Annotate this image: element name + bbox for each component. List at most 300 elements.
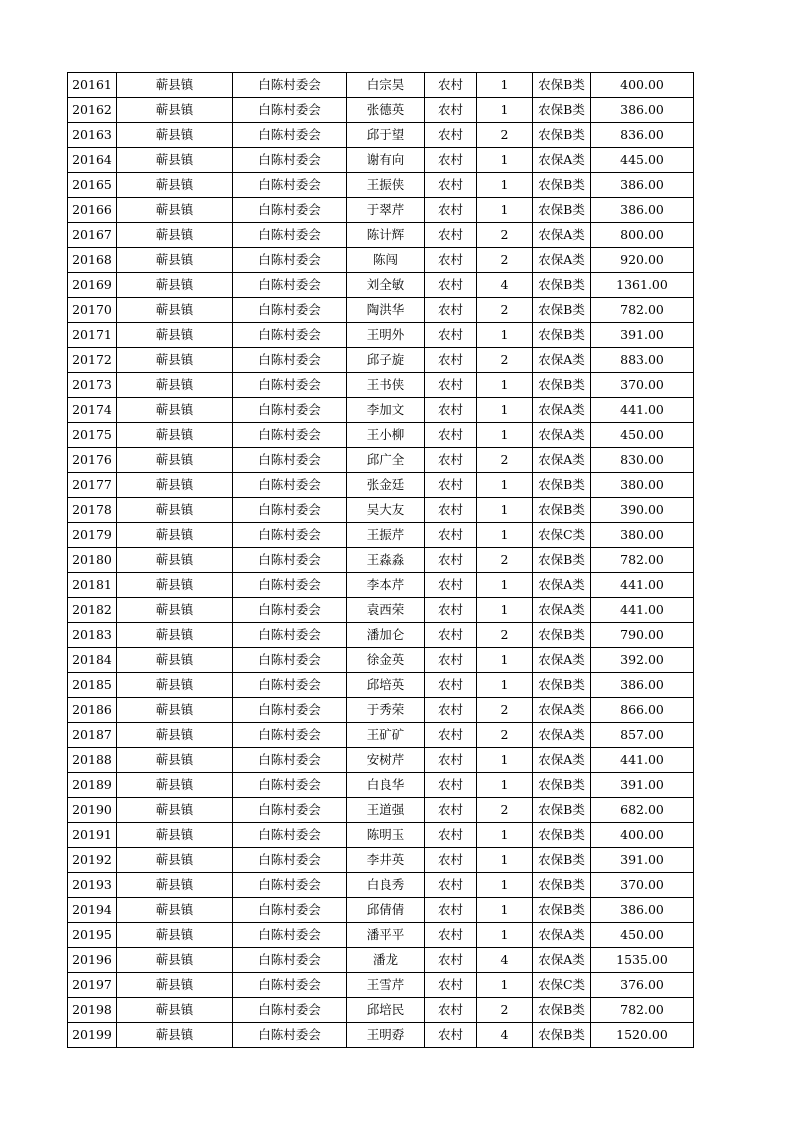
record-number-cell: 20169 bbox=[68, 273, 117, 298]
household-type-cell: 农村 bbox=[425, 673, 477, 698]
household-size-cell: 1 bbox=[477, 398, 533, 423]
town-name-cell: 蕲县镇 bbox=[117, 673, 233, 698]
household-type-cell: 农村 bbox=[425, 848, 477, 873]
subsidy-amount-cell: 400.00 bbox=[591, 73, 694, 98]
table-row bbox=[68, 198, 694, 223]
village-committee-cell: 白陈村委会 bbox=[233, 573, 347, 598]
town-name-cell: 蕲县镇 bbox=[117, 598, 233, 623]
village-committee-cell: 白陈村委会 bbox=[233, 148, 347, 173]
household-type-cell: 农村 bbox=[425, 273, 477, 298]
household-size-cell: 4 bbox=[477, 273, 533, 298]
insurance-category-cell: 农保B类 bbox=[533, 298, 591, 323]
insurance-category-cell: 农保B类 bbox=[533, 548, 591, 573]
household-type-cell: 农村 bbox=[425, 523, 477, 548]
subsidy-amount-cell: 386.00 bbox=[591, 898, 694, 923]
village-committee-cell: 白陈村委会 bbox=[233, 598, 347, 623]
person-name-cell: 邱培民 bbox=[347, 998, 425, 1023]
table-row bbox=[68, 523, 694, 548]
person-name-cell: 潘平平 bbox=[347, 923, 425, 948]
village-committee-cell: 白陈村委会 bbox=[233, 748, 347, 773]
village-committee-cell: 白陈村委会 bbox=[233, 873, 347, 898]
table-row bbox=[68, 73, 694, 98]
insurance-category-cell: 农保B类 bbox=[533, 473, 591, 498]
subsidy-amount-cell: 445.00 bbox=[591, 148, 694, 173]
subsidy-amount-cell: 386.00 bbox=[591, 98, 694, 123]
village-committee-cell: 白陈村委会 bbox=[233, 648, 347, 673]
household-type-cell: 农村 bbox=[425, 948, 477, 973]
subsidy-amount-cell: 441.00 bbox=[591, 748, 694, 773]
village-committee-cell: 白陈村委会 bbox=[233, 698, 347, 723]
subsidy-amount-cell: 1361.00 bbox=[591, 273, 694, 298]
village-committee-cell: 白陈村委会 bbox=[233, 173, 347, 198]
town-name-cell: 蕲县镇 bbox=[117, 1023, 233, 1048]
town-name-cell: 蕲县镇 bbox=[117, 423, 233, 448]
person-name-cell: 邱广全 bbox=[347, 448, 425, 473]
village-committee-cell: 白陈村委会 bbox=[233, 523, 347, 548]
household-type-cell: 农村 bbox=[425, 648, 477, 673]
household-type-cell: 农村 bbox=[425, 248, 477, 273]
record-number-cell: 20165 bbox=[68, 173, 117, 198]
insurance-category-cell: 农保B类 bbox=[533, 998, 591, 1023]
village-committee-cell: 白陈村委会 bbox=[233, 473, 347, 498]
record-number-cell: 20192 bbox=[68, 848, 117, 873]
table-row bbox=[68, 223, 694, 248]
insurance-category-cell: 农保B类 bbox=[533, 873, 591, 898]
person-name-cell: 陶洪华 bbox=[347, 298, 425, 323]
person-name-cell: 吴大友 bbox=[347, 498, 425, 523]
record-number-cell: 20198 bbox=[68, 998, 117, 1023]
village-committee-cell: 白陈村委会 bbox=[233, 373, 347, 398]
household-size-cell: 2 bbox=[477, 698, 533, 723]
record-number-cell: 20194 bbox=[68, 898, 117, 923]
village-committee-cell: 白陈村委会 bbox=[233, 198, 347, 223]
record-number-cell: 20195 bbox=[68, 923, 117, 948]
insurance-category-cell: 农保A类 bbox=[533, 573, 591, 598]
household-size-cell: 1 bbox=[477, 898, 533, 923]
table-row bbox=[68, 573, 694, 598]
insurance-category-cell: 农保B类 bbox=[533, 323, 591, 348]
subsidy-amount-cell: 441.00 bbox=[591, 598, 694, 623]
table-row bbox=[68, 398, 694, 423]
record-number-cell: 20193 bbox=[68, 873, 117, 898]
household-size-cell: 2 bbox=[477, 723, 533, 748]
person-name-cell: 于翠芹 bbox=[347, 198, 425, 223]
town-name-cell: 蕲县镇 bbox=[117, 473, 233, 498]
household-type-cell: 农村 bbox=[425, 548, 477, 573]
village-committee-cell: 白陈村委会 bbox=[233, 723, 347, 748]
household-size-cell: 1 bbox=[477, 823, 533, 848]
insurance-category-cell: 农保B类 bbox=[533, 623, 591, 648]
household-type-cell: 农村 bbox=[425, 748, 477, 773]
beneficiary-table bbox=[67, 72, 694, 1048]
household-type-cell: 农村 bbox=[425, 323, 477, 348]
subsidy-amount-cell: 883.00 bbox=[591, 348, 694, 373]
record-number-cell: 20187 bbox=[68, 723, 117, 748]
town-name-cell: 蕲县镇 bbox=[117, 823, 233, 848]
table-row bbox=[68, 598, 694, 623]
household-size-cell: 1 bbox=[477, 748, 533, 773]
person-name-cell: 白良秀 bbox=[347, 873, 425, 898]
household-type-cell: 农村 bbox=[425, 448, 477, 473]
town-name-cell: 蕲县镇 bbox=[117, 98, 233, 123]
household-size-cell: 1 bbox=[477, 73, 533, 98]
record-number-cell: 20163 bbox=[68, 123, 117, 148]
town-name-cell: 蕲县镇 bbox=[117, 748, 233, 773]
insurance-category-cell: 农保C类 bbox=[533, 973, 591, 998]
village-committee-cell: 白陈村委会 bbox=[233, 348, 347, 373]
household-size-cell: 1 bbox=[477, 973, 533, 998]
insurance-category-cell: 农保A类 bbox=[533, 448, 591, 473]
household-size-cell: 1 bbox=[477, 423, 533, 448]
subsidy-amount-cell: 782.00 bbox=[591, 548, 694, 573]
person-name-cell: 张金廷 bbox=[347, 473, 425, 498]
household-size-cell: 1 bbox=[477, 498, 533, 523]
household-type-cell: 农村 bbox=[425, 998, 477, 1023]
person-name-cell: 王明外 bbox=[347, 323, 425, 348]
subsidy-amount-cell: 782.00 bbox=[591, 298, 694, 323]
person-name-cell: 张德英 bbox=[347, 98, 425, 123]
record-number-cell: 20175 bbox=[68, 423, 117, 448]
insurance-category-cell: 农保A类 bbox=[533, 748, 591, 773]
town-name-cell: 蕲县镇 bbox=[117, 923, 233, 948]
person-name-cell: 刘全敏 bbox=[347, 273, 425, 298]
insurance-category-cell: 农保A类 bbox=[533, 348, 591, 373]
table-row bbox=[68, 173, 694, 198]
household-type-cell: 农村 bbox=[425, 348, 477, 373]
subsidy-amount-cell: 790.00 bbox=[591, 623, 694, 648]
insurance-category-cell: 农保B类 bbox=[533, 173, 591, 198]
subsidy-amount-cell: 390.00 bbox=[591, 498, 694, 523]
household-type-cell: 农村 bbox=[425, 473, 477, 498]
village-committee-cell: 白陈村委会 bbox=[233, 398, 347, 423]
village-committee-cell: 白陈村委会 bbox=[233, 1023, 347, 1048]
record-number-cell: 20186 bbox=[68, 698, 117, 723]
household-size-cell: 2 bbox=[477, 123, 533, 148]
person-name-cell: 白良华 bbox=[347, 773, 425, 798]
table-body bbox=[68, 73, 694, 1048]
village-committee-cell: 白陈村委会 bbox=[233, 298, 347, 323]
household-size-cell: 1 bbox=[477, 673, 533, 698]
person-name-cell: 袁西荣 bbox=[347, 598, 425, 623]
insurance-category-cell: 农保A类 bbox=[533, 598, 591, 623]
household-size-cell: 1 bbox=[477, 523, 533, 548]
household-size-cell: 2 bbox=[477, 223, 533, 248]
town-name-cell: 蕲县镇 bbox=[117, 323, 233, 348]
insurance-category-cell: 农保A类 bbox=[533, 223, 591, 248]
town-name-cell: 蕲县镇 bbox=[117, 773, 233, 798]
person-name-cell: 潘龙 bbox=[347, 948, 425, 973]
household-type-cell: 农村 bbox=[425, 1023, 477, 1048]
table-row bbox=[68, 698, 694, 723]
subsidy-amount-cell: 830.00 bbox=[591, 448, 694, 473]
record-number-cell: 20173 bbox=[68, 373, 117, 398]
table-row bbox=[68, 248, 694, 273]
household-size-cell: 4 bbox=[477, 948, 533, 973]
household-type-cell: 农村 bbox=[425, 73, 477, 98]
household-type-cell: 农村 bbox=[425, 198, 477, 223]
household-size-cell: 1 bbox=[477, 173, 533, 198]
record-number-cell: 20172 bbox=[68, 348, 117, 373]
record-number-cell: 20196 bbox=[68, 948, 117, 973]
record-number-cell: 20161 bbox=[68, 73, 117, 98]
household-size-cell: 2 bbox=[477, 798, 533, 823]
town-name-cell: 蕲县镇 bbox=[117, 248, 233, 273]
table-row bbox=[68, 323, 694, 348]
household-size-cell: 1 bbox=[477, 923, 533, 948]
table-row bbox=[68, 823, 694, 848]
insurance-category-cell: 农保A类 bbox=[533, 423, 591, 448]
table-row bbox=[68, 1023, 694, 1048]
town-name-cell: 蕲县镇 bbox=[117, 448, 233, 473]
town-name-cell: 蕲县镇 bbox=[117, 573, 233, 598]
record-number-cell: 20178 bbox=[68, 498, 117, 523]
table-row bbox=[68, 998, 694, 1023]
person-name-cell: 李本芹 bbox=[347, 573, 425, 598]
record-number-cell: 20190 bbox=[68, 798, 117, 823]
village-committee-cell: 白陈村委会 bbox=[233, 73, 347, 98]
record-number-cell: 20170 bbox=[68, 298, 117, 323]
household-type-cell: 农村 bbox=[425, 798, 477, 823]
village-committee-cell: 白陈村委会 bbox=[233, 973, 347, 998]
household-type-cell: 农村 bbox=[425, 698, 477, 723]
table-row bbox=[68, 748, 694, 773]
subsidy-amount-cell: 391.00 bbox=[591, 323, 694, 348]
village-committee-cell: 白陈村委会 bbox=[233, 548, 347, 573]
village-committee-cell: 白陈村委会 bbox=[233, 123, 347, 148]
household-type-cell: 农村 bbox=[425, 398, 477, 423]
household-type-cell: 农村 bbox=[425, 923, 477, 948]
subsidy-amount-cell: 380.00 bbox=[591, 473, 694, 498]
subsidy-amount-cell: 370.00 bbox=[591, 873, 694, 898]
household-type-cell: 农村 bbox=[425, 148, 477, 173]
person-name-cell: 于秀荣 bbox=[347, 698, 425, 723]
household-size-cell: 1 bbox=[477, 473, 533, 498]
village-committee-cell: 白陈村委会 bbox=[233, 448, 347, 473]
town-name-cell: 蕲县镇 bbox=[117, 198, 233, 223]
insurance-category-cell: 农保B类 bbox=[533, 1023, 591, 1048]
insurance-category-cell: 农保B类 bbox=[533, 373, 591, 398]
household-size-cell: 1 bbox=[477, 848, 533, 873]
record-number-cell: 20189 bbox=[68, 773, 117, 798]
table-row bbox=[68, 898, 694, 923]
insurance-category-cell: 农保B类 bbox=[533, 498, 591, 523]
town-name-cell: 蕲县镇 bbox=[117, 73, 233, 98]
subsidy-amount-cell: 370.00 bbox=[591, 373, 694, 398]
record-number-cell: 20199 bbox=[68, 1023, 117, 1048]
person-name-cell: 安树芹 bbox=[347, 748, 425, 773]
table-row bbox=[68, 148, 694, 173]
person-name-cell: 王振侠 bbox=[347, 173, 425, 198]
town-name-cell: 蕲县镇 bbox=[117, 998, 233, 1023]
person-name-cell: 王明孬 bbox=[347, 1023, 425, 1048]
record-number-cell: 20188 bbox=[68, 748, 117, 773]
insurance-category-cell: 农保B类 bbox=[533, 123, 591, 148]
table-row bbox=[68, 848, 694, 873]
subsidy-amount-cell: 682.00 bbox=[591, 798, 694, 823]
household-type-cell: 农村 bbox=[425, 723, 477, 748]
subsidy-amount-cell: 866.00 bbox=[591, 698, 694, 723]
subsidy-amount-cell: 857.00 bbox=[591, 723, 694, 748]
person-name-cell: 李加文 bbox=[347, 398, 425, 423]
subsidy-amount-cell: 450.00 bbox=[591, 423, 694, 448]
town-name-cell: 蕲县镇 bbox=[117, 173, 233, 198]
record-number-cell: 20167 bbox=[68, 223, 117, 248]
insurance-category-cell: 农保B类 bbox=[533, 823, 591, 848]
subsidy-amount-cell: 376.00 bbox=[591, 973, 694, 998]
town-name-cell: 蕲县镇 bbox=[117, 523, 233, 548]
insurance-category-cell: 农保A类 bbox=[533, 923, 591, 948]
town-name-cell: 蕲县镇 bbox=[117, 648, 233, 673]
record-number-cell: 20182 bbox=[68, 598, 117, 623]
subsidy-amount-cell: 386.00 bbox=[591, 673, 694, 698]
household-type-cell: 农村 bbox=[425, 223, 477, 248]
household-size-cell: 1 bbox=[477, 773, 533, 798]
insurance-category-cell: 农保B类 bbox=[533, 198, 591, 223]
record-number-cell: 20180 bbox=[68, 548, 117, 573]
person-name-cell: 邱培英 bbox=[347, 673, 425, 698]
person-name-cell: 邱倩倩 bbox=[347, 898, 425, 923]
household-type-cell: 农村 bbox=[425, 98, 477, 123]
village-committee-cell: 白陈村委会 bbox=[233, 623, 347, 648]
subsidy-amount-cell: 782.00 bbox=[591, 998, 694, 1023]
table-row bbox=[68, 473, 694, 498]
household-size-cell: 2 bbox=[477, 623, 533, 648]
insurance-category-cell: 农保B类 bbox=[533, 73, 591, 98]
subsidy-amount-cell: 386.00 bbox=[591, 173, 694, 198]
insurance-category-cell: 农保A类 bbox=[533, 648, 591, 673]
insurance-category-cell: 农保C类 bbox=[533, 523, 591, 548]
household-size-cell: 1 bbox=[477, 573, 533, 598]
table-row bbox=[68, 948, 694, 973]
table-row bbox=[68, 973, 694, 998]
table-row bbox=[68, 648, 694, 673]
insurance-category-cell: 农保A类 bbox=[533, 948, 591, 973]
town-name-cell: 蕲县镇 bbox=[117, 798, 233, 823]
subsidy-amount-cell: 920.00 bbox=[591, 248, 694, 273]
record-number-cell: 20185 bbox=[68, 673, 117, 698]
town-name-cell: 蕲县镇 bbox=[117, 298, 233, 323]
subsidy-amount-cell: 380.00 bbox=[591, 523, 694, 548]
town-name-cell: 蕲县镇 bbox=[117, 723, 233, 748]
person-name-cell: 王书侠 bbox=[347, 373, 425, 398]
household-type-cell: 农村 bbox=[425, 623, 477, 648]
household-size-cell: 1 bbox=[477, 98, 533, 123]
person-name-cell: 王小柳 bbox=[347, 423, 425, 448]
person-name-cell: 徐金英 bbox=[347, 648, 425, 673]
village-committee-cell: 白陈村委会 bbox=[233, 823, 347, 848]
household-type-cell: 农村 bbox=[425, 823, 477, 848]
town-name-cell: 蕲县镇 bbox=[117, 498, 233, 523]
person-name-cell: 李井英 bbox=[347, 848, 425, 873]
household-size-cell: 2 bbox=[477, 348, 533, 373]
village-committee-cell: 白陈村委会 bbox=[233, 98, 347, 123]
household-type-cell: 农村 bbox=[425, 498, 477, 523]
household-size-cell: 2 bbox=[477, 248, 533, 273]
household-type-cell: 农村 bbox=[425, 898, 477, 923]
person-name-cell: 潘加仑 bbox=[347, 623, 425, 648]
town-name-cell: 蕲县镇 bbox=[117, 223, 233, 248]
household-size-cell: 1 bbox=[477, 148, 533, 173]
person-name-cell: 王雪芹 bbox=[347, 973, 425, 998]
village-committee-cell: 白陈村委会 bbox=[233, 273, 347, 298]
person-name-cell: 王矿矿 bbox=[347, 723, 425, 748]
insurance-category-cell: 农保A类 bbox=[533, 723, 591, 748]
subsidy-amount-cell: 441.00 bbox=[591, 398, 694, 423]
household-size-cell: 2 bbox=[477, 448, 533, 473]
village-committee-cell: 白陈村委会 bbox=[233, 798, 347, 823]
subsidy-amount-cell: 836.00 bbox=[591, 123, 694, 148]
person-name-cell: 陈闯 bbox=[347, 248, 425, 273]
town-name-cell: 蕲县镇 bbox=[117, 698, 233, 723]
village-committee-cell: 白陈村委会 bbox=[233, 773, 347, 798]
town-name-cell: 蕲县镇 bbox=[117, 123, 233, 148]
village-committee-cell: 白陈村委会 bbox=[233, 923, 347, 948]
subsidy-amount-cell: 450.00 bbox=[591, 923, 694, 948]
record-number-cell: 20177 bbox=[68, 473, 117, 498]
town-name-cell: 蕲县镇 bbox=[117, 873, 233, 898]
subsidy-amount-cell: 391.00 bbox=[591, 848, 694, 873]
insurance-category-cell: 农保B类 bbox=[533, 98, 591, 123]
household-type-cell: 农村 bbox=[425, 173, 477, 198]
village-committee-cell: 白陈村委会 bbox=[233, 323, 347, 348]
village-committee-cell: 白陈村委会 bbox=[233, 223, 347, 248]
household-type-cell: 农村 bbox=[425, 373, 477, 398]
household-size-cell: 1 bbox=[477, 198, 533, 223]
record-number-cell: 20197 bbox=[68, 973, 117, 998]
insurance-category-cell: 农保B类 bbox=[533, 273, 591, 298]
village-committee-cell: 白陈村委会 bbox=[233, 848, 347, 873]
household-type-cell: 农村 bbox=[425, 123, 477, 148]
subsidy-amount-cell: 441.00 bbox=[591, 573, 694, 598]
table-row bbox=[68, 373, 694, 398]
subsidy-amount-cell: 400.00 bbox=[591, 823, 694, 848]
person-name-cell: 邱于望 bbox=[347, 123, 425, 148]
village-committee-cell: 白陈村委会 bbox=[233, 948, 347, 973]
table-row bbox=[68, 623, 694, 648]
village-committee-cell: 白陈村委会 bbox=[233, 898, 347, 923]
person-name-cell: 王振芹 bbox=[347, 523, 425, 548]
insurance-category-cell: 农保B类 bbox=[533, 848, 591, 873]
household-size-cell: 1 bbox=[477, 598, 533, 623]
household-type-cell: 农村 bbox=[425, 598, 477, 623]
town-name-cell: 蕲县镇 bbox=[117, 623, 233, 648]
person-name-cell: 王道强 bbox=[347, 798, 425, 823]
person-name-cell: 谢有向 bbox=[347, 148, 425, 173]
village-committee-cell: 白陈村委会 bbox=[233, 498, 347, 523]
insurance-category-cell: 农保A类 bbox=[533, 248, 591, 273]
household-size-cell: 2 bbox=[477, 298, 533, 323]
insurance-category-cell: 农保B类 bbox=[533, 673, 591, 698]
record-number-cell: 20171 bbox=[68, 323, 117, 348]
record-number-cell: 20174 bbox=[68, 398, 117, 423]
record-number-cell: 20184 bbox=[68, 648, 117, 673]
table-row bbox=[68, 548, 694, 573]
table-row bbox=[68, 923, 694, 948]
town-name-cell: 蕲县镇 bbox=[117, 848, 233, 873]
person-name-cell: 陈明玉 bbox=[347, 823, 425, 848]
insurance-category-cell: 农保A类 bbox=[533, 148, 591, 173]
insurance-category-cell: 农保A类 bbox=[533, 398, 591, 423]
village-committee-cell: 白陈村委会 bbox=[233, 423, 347, 448]
record-number-cell: 20164 bbox=[68, 148, 117, 173]
record-number-cell: 20176 bbox=[68, 448, 117, 473]
person-name-cell: 邱子旋 bbox=[347, 348, 425, 373]
household-type-cell: 农村 bbox=[425, 423, 477, 448]
insurance-category-cell: 农保B类 bbox=[533, 898, 591, 923]
village-committee-cell: 白陈村委会 bbox=[233, 998, 347, 1023]
household-size-cell: 2 bbox=[477, 548, 533, 573]
household-size-cell: 1 bbox=[477, 323, 533, 348]
